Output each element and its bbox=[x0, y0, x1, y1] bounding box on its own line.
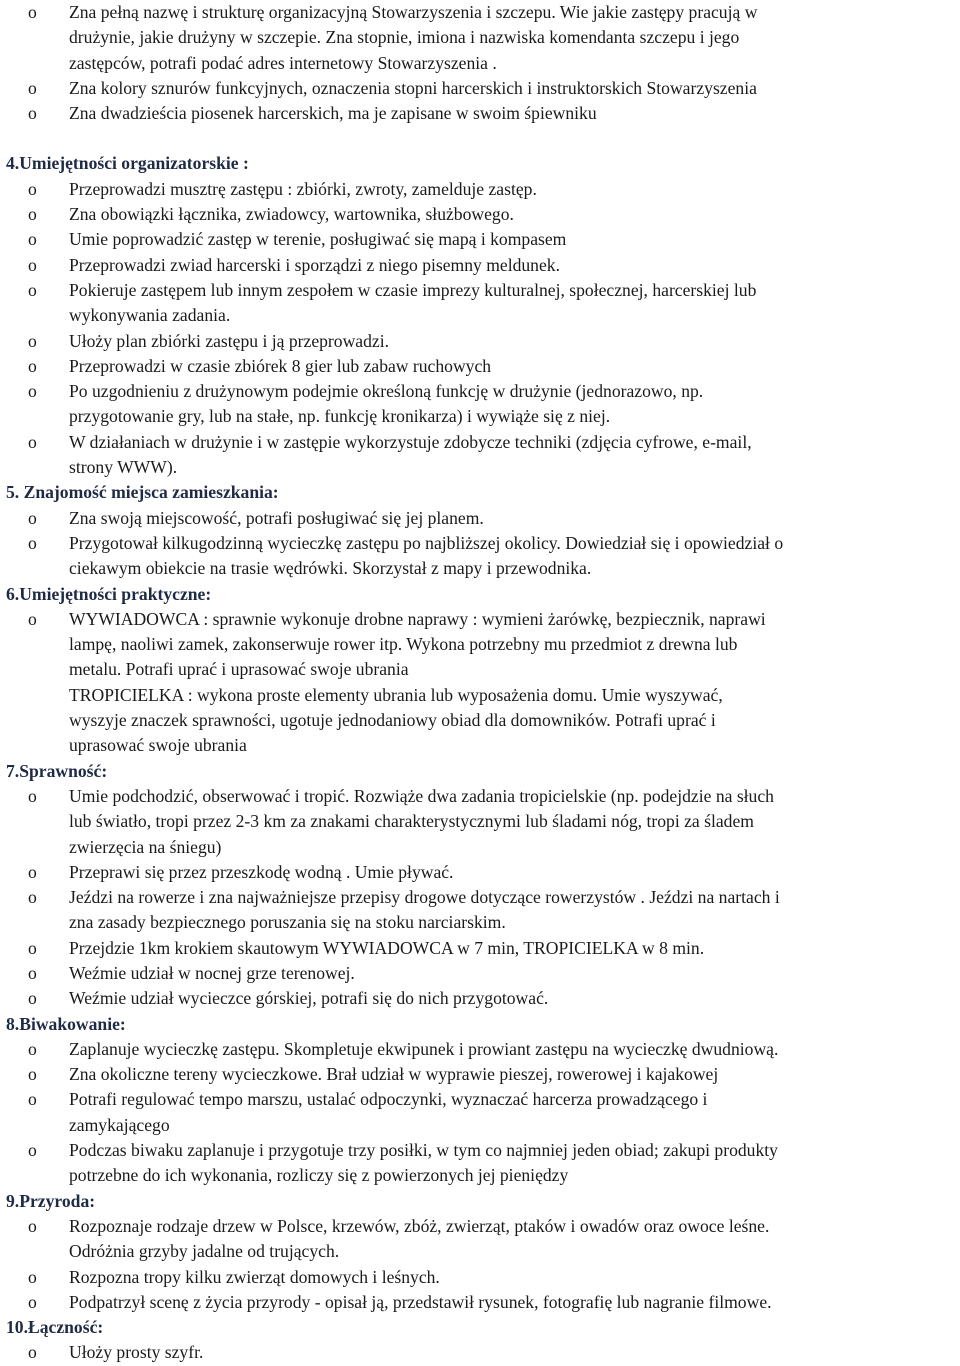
list-item-line: W działaniach w drużynie i w zastępie wykorzystuje zdobycze techniki (zdjęcia cyfrowe, e-mail, bbox=[69, 431, 752, 452]
bullet-list bbox=[0, 1214, 960, 1315]
list-item-line: WYWIADOWCA : sprawnie wykonuje drobne naprawy : wymieni żarówkę, bezpiecznik, naprawi bbox=[69, 608, 766, 629]
list-item bbox=[0, 607, 960, 759]
section-heading bbox=[6, 1012, 960, 1037]
bullet-marker: o bbox=[28, 1038, 37, 1059]
list-item-line: strony WWW). bbox=[69, 457, 178, 478]
bullet-marker: o bbox=[28, 988, 37, 1009]
list-item bbox=[0, 784, 960, 860]
list-item-line: zwierzęcia na śniegu) bbox=[69, 836, 222, 857]
list-item bbox=[0, 885, 960, 936]
section bbox=[0, 1012, 960, 1189]
bullet-marker: o bbox=[28, 1291, 37, 1312]
section bbox=[0, 582, 960, 759]
bullet-marker: o bbox=[28, 861, 37, 882]
bullet-marker: o bbox=[28, 229, 37, 250]
bullet-list bbox=[0, 1037, 960, 1189]
list-item bbox=[0, 1037, 960, 1062]
section-title: Łączność: bbox=[28, 1317, 104, 1338]
list-item bbox=[0, 202, 960, 227]
list-item-line: przygotowanie gry, lub na stałe, np. funkcję kronikarza) i wywiąże się z niej. bbox=[69, 406, 611, 427]
list-item bbox=[0, 0, 960, 76]
list-item-line: Umie poprowadzić zastęp w terenie, posługiwać się mapą i kompasem bbox=[69, 229, 567, 250]
bullet-marker: o bbox=[28, 785, 37, 806]
bullet-marker: o bbox=[28, 355, 37, 376]
intro-list bbox=[0, 0, 960, 151]
bullet-marker: o bbox=[28, 330, 37, 351]
section-number: 5. bbox=[6, 482, 24, 503]
bullet-marker: o bbox=[28, 279, 37, 300]
list-item bbox=[0, 253, 960, 278]
list-item bbox=[0, 860, 960, 885]
spacer bbox=[0, 126, 960, 151]
list-item-line: Zna swoją miejscowość, potrafi posługiwać się jej planem. bbox=[69, 507, 484, 528]
list-item-line: zamykającego bbox=[69, 1114, 170, 1135]
list-item-line: zna zasady bezpiecznego poruszania się na stoku narciarskim. bbox=[69, 912, 506, 933]
section-title: Biwakowanie: bbox=[19, 1013, 126, 1034]
bullet-marker: o bbox=[28, 431, 37, 452]
bullet-marker: o bbox=[28, 507, 37, 528]
list-item bbox=[0, 354, 960, 379]
list-item-line: Ułoży prosty szyfr. bbox=[69, 1342, 204, 1363]
list-item-line: Zna kolory sznurów funkcyjnych, oznaczenia stopni harcerskich i instruktorskich Stowarzyszenia bbox=[69, 77, 757, 98]
list-item-line: Przeprowadzi w czasie zbiórek 8 gier lub zabaw ruchowych bbox=[69, 355, 492, 376]
bullet-marker: o bbox=[28, 1342, 37, 1363]
list-item-line: uprasować swoje ubrania bbox=[69, 735, 247, 756]
sections bbox=[0, 151, 960, 1365]
list-item-line: Rozpozna tropy kilku zwierząt domowych i leśnych. bbox=[69, 1266, 440, 1287]
list-item-line: Przygotował kilkugodzinną wycieczkę zastępu po najbliższej okolicy. Dowiedział się i opowiedział o bbox=[69, 532, 784, 553]
bullet-marker: o bbox=[28, 608, 37, 629]
list-item-line: Jeździ na rowerze i zna najważniejsze przepisy drogowe dotyczące rowerzystów . Jeździ na nartach i bbox=[69, 887, 780, 908]
list-item bbox=[0, 1062, 960, 1087]
section-heading bbox=[6, 1315, 960, 1340]
list-item-line: wyszyje znaczek sprawności, ugotuje jednodaniowy obiad dla domowników. Potrafi uprać i bbox=[69, 710, 716, 731]
list-item bbox=[0, 278, 960, 329]
list-item bbox=[0, 1138, 960, 1189]
list-item-line: Zna obowiązki łącznika, zwiadowcy, wartownika, służbowego. bbox=[69, 204, 514, 225]
list-item bbox=[0, 76, 960, 101]
section-number: 6. bbox=[6, 583, 20, 604]
section-number: 9. bbox=[6, 1190, 20, 1211]
list-item-line: Ułoży plan zbiórki zastępu i ją przeprowadzi. bbox=[69, 330, 389, 351]
section-title: Przyroda: bbox=[19, 1190, 96, 1211]
bullet-marker: o bbox=[28, 887, 37, 908]
bullet-list bbox=[0, 784, 960, 1012]
list-item bbox=[0, 379, 960, 430]
list-item-line: Zaplanuje wycieczkę zastępu. Skompletuje ekwipunek i prowiant zastępu na wycieczkę dwudniową. bbox=[69, 1038, 779, 1059]
list-item-line: Odróżnia grzyby jadalne od trujących. bbox=[69, 1241, 340, 1262]
section-heading bbox=[6, 151, 960, 176]
bullet-marker: o bbox=[28, 77, 37, 98]
section-title: Umiejętności organizatorskie : bbox=[19, 153, 249, 174]
list-item bbox=[0, 531, 960, 582]
list-item-line: Przeprowadzi zwiad harcerski i sporządzi z niego pisemny meldunek. bbox=[69, 254, 560, 275]
list-item bbox=[0, 430, 960, 481]
section bbox=[0, 1315, 960, 1366]
list-item-line: Zna okoliczne tereny wycieczkowe. Brał udział w wyprawie pieszej, rowerowej i kajakowej bbox=[69, 1064, 719, 1085]
list-item bbox=[0, 101, 960, 126]
bullet-marker: o bbox=[28, 254, 37, 275]
bullet-marker: o bbox=[28, 962, 37, 983]
list-item-line: Zna dwadzieścia piosenek harcerskich, ma je zapisane w swoim śpiewniku bbox=[69, 103, 597, 124]
section bbox=[0, 1189, 960, 1315]
section bbox=[0, 480, 960, 581]
list-item-line: Podpatrzył scenę z życia przyrody - opisał ją, przedstawił rysunek, fotografię lub nagranie filmowe. bbox=[69, 1291, 772, 1312]
section-number: 4. bbox=[6, 153, 20, 174]
list-item-line: Zna pełną nazwę i strukturę organizacyjną Stowarzyszenia i szczepu. Wie jakie zastępy pracują w bbox=[69, 2, 758, 22]
section bbox=[0, 151, 960, 480]
section-title: Znajomość miejsca zamieszkania: bbox=[23, 482, 279, 503]
section-heading bbox=[6, 582, 960, 607]
list-item-line: Weźmie udział wycieczce górskiej, potrafi się do nich przygotować. bbox=[69, 988, 549, 1009]
section-number: 7. bbox=[6, 760, 20, 781]
list-item bbox=[0, 1087, 960, 1138]
section-title: Sprawność: bbox=[19, 760, 108, 781]
bullet-marker: o bbox=[28, 103, 37, 124]
list-item-line: Potrafi regulować tempo marszu, ustalać odpoczynki, wyznaczać harcerza prowadzącego i bbox=[69, 1089, 708, 1110]
section-title: Umiejętności praktyczne: bbox=[19, 583, 212, 604]
bullet-marker: o bbox=[28, 937, 37, 958]
bullet-list bbox=[0, 506, 960, 582]
list-item-line: TROPICIELKA : wykona proste elementy ubrania lub wyposażenia domu. Umie wyszywać, bbox=[69, 684, 723, 705]
section-heading bbox=[6, 1189, 960, 1214]
list-item bbox=[0, 227, 960, 252]
section-heading bbox=[6, 480, 960, 505]
list-item bbox=[0, 1214, 960, 1265]
bullet-list bbox=[0, 1340, 960, 1365]
list-item-line: zastępców, potrafi podać adres internetowy Stowarzyszenia . bbox=[69, 52, 497, 73]
list-item-line: metalu. Potrafi uprać i uprasować swoje ubrania bbox=[69, 659, 409, 680]
bullet-marker: o bbox=[28, 381, 37, 402]
bullet-marker: o bbox=[28, 1064, 37, 1085]
list-item-line: Po uzgodnieniu z drużynowym podejmie określoną funkcję w drużynie (jednorazowo, np. bbox=[69, 381, 704, 402]
list-item-line: potrzebne do ich wykonania, rozliczy się z powierzonych jej pieniędzy bbox=[69, 1165, 569, 1186]
bullet-marker: o bbox=[28, 532, 37, 553]
list-item-line: drużynie, jakie drużyny w szczepie. Zna stopnie, imiona i nazwiska komendanta szczepu i jego bbox=[69, 27, 740, 48]
bullet-marker: o bbox=[28, 2, 37, 22]
bullet-marker: o bbox=[28, 1215, 37, 1236]
list-item bbox=[0, 986, 960, 1011]
section-number: 10. bbox=[6, 1317, 28, 1338]
bullet-marker: o bbox=[28, 1140, 37, 1161]
bullet-marker: o bbox=[28, 1089, 37, 1110]
list-item-line: lampę, naoliwi zamek, zakonserwuje rower itp. Wykona potrzebny mu przedmiot z drewna lub bbox=[69, 634, 738, 655]
bullet-list bbox=[0, 607, 960, 759]
section-number: 8. bbox=[6, 1013, 20, 1034]
section bbox=[0, 759, 960, 1012]
bullet-marker: o bbox=[28, 1266, 37, 1287]
list-item-line: Podczas biwaku zaplanuje i przygotuje trzy posiłki, w tym co najmniej jeden obiad; zakupi produkty bbox=[69, 1140, 778, 1161]
list-item-line: Przejdzie 1km krokiem skautowym WYWIADOWCA w 7 min, TROPICIELKA w 8 min. bbox=[69, 937, 705, 958]
list-item-line: Pokieruje zastępem lub innym zespołem w czasie imprezy kulturalnej, społecznej, harcerskiej lub bbox=[69, 279, 757, 300]
list-item-line: Rozpoznaje rodzaje drzew w Polsce, krzewów, zbóż, zwierząt, ptaków i owadów oraz owoce leśne. bbox=[69, 1215, 770, 1236]
bullet-list bbox=[0, 177, 960, 481]
list-item-line: ciekawym obiekcie na trasie wędrówki. Skorzystał z mapy i przewodnika. bbox=[69, 558, 592, 579]
list-item-line: Przeprawi się przez przeszkodę wodną . Umie pływać. bbox=[69, 861, 454, 882]
section-heading bbox=[6, 759, 960, 784]
bullet-marker: o bbox=[28, 178, 37, 199]
list-item-line: Przeprowadzi musztrę zastępu : zbiórki, zwroty, zamelduje zastęp. bbox=[69, 178, 537, 199]
list-item bbox=[0, 329, 960, 354]
list-item bbox=[0, 961, 960, 986]
list-item-line: wykonywania zadania. bbox=[69, 305, 231, 326]
list-item bbox=[0, 177, 960, 202]
list-item bbox=[0, 936, 960, 961]
list-item bbox=[0, 506, 960, 531]
list-item bbox=[0, 1340, 960, 1365]
list-item bbox=[0, 1265, 960, 1290]
bullet-marker: o bbox=[28, 204, 37, 225]
list-item bbox=[0, 1290, 960, 1315]
list-item-line: Weźmie udział w nocnej grze terenowej. bbox=[69, 962, 355, 983]
list-item-line: Umie podchodzić, obserwować i tropić. Rozwiąże dwa zadania tropicielskie (np. podejdzie na słuch bbox=[69, 785, 774, 806]
list-item-line: lub światło, tropi przez 2-3 km za znakami charakterystycznymi lub śladami nóg, tropi za śladem bbox=[69, 811, 754, 832]
bullet-list bbox=[0, 0, 960, 126]
